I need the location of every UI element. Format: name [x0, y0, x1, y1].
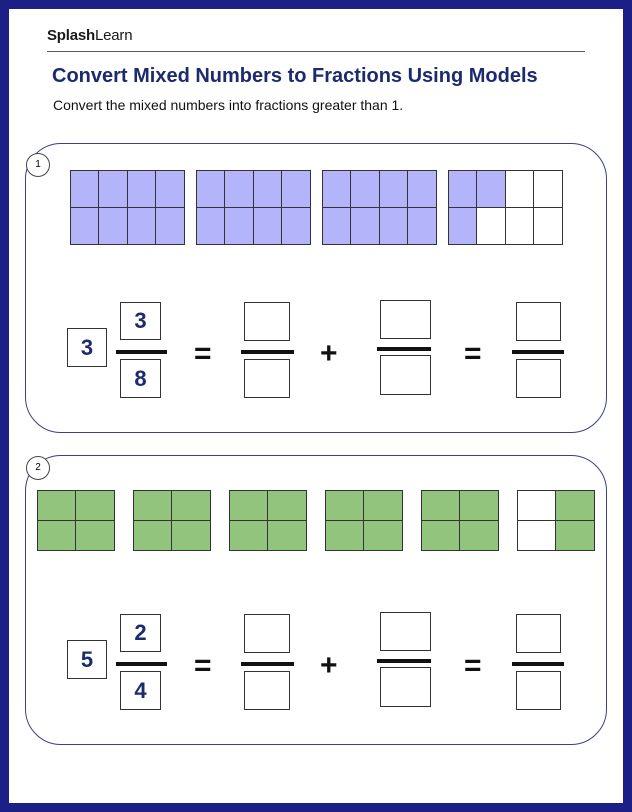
q2-answer-1-bar	[241, 662, 294, 666]
model-part-shaded	[351, 171, 379, 208]
model-part-shaded	[556, 491, 594, 521]
q1-model-whole-3	[322, 170, 437, 245]
model-part-empty	[518, 491, 556, 521]
model-part-shaded	[99, 171, 127, 208]
model-part-shaded	[268, 521, 306, 551]
model-part-shaded	[323, 171, 351, 208]
q1-plus-sign: +	[320, 337, 338, 370]
question-2-number: 2	[26, 456, 50, 480]
q2-model-whole-2	[133, 490, 211, 551]
q2-model-whole-1	[37, 490, 115, 551]
model-part-shaded	[380, 171, 408, 208]
q2-model-whole-3	[229, 490, 307, 551]
q1-numerator: 3	[120, 302, 161, 340]
model-part-shaded	[230, 521, 268, 551]
model-part-empty	[518, 521, 556, 551]
model-part-shaded	[76, 491, 114, 521]
model-part-shaded	[156, 171, 184, 208]
q2-model-partial	[517, 490, 595, 551]
model-part-shaded	[230, 491, 268, 521]
q1-model-whole-2	[196, 170, 311, 245]
model-part-shaded	[134, 521, 172, 551]
q1-answer-3-denominator[interactable]	[516, 359, 561, 398]
q2-numerator: 2	[120, 614, 161, 652]
q1-model-whole-1	[70, 170, 185, 245]
model-part-shaded	[172, 521, 210, 551]
model-part-shaded	[460, 521, 498, 551]
model-part-shaded	[323, 208, 351, 245]
q1-answer-3-numerator[interactable]	[516, 302, 561, 341]
model-part-empty	[534, 171, 562, 208]
model-part-shaded	[477, 171, 505, 208]
model-part-shaded	[282, 208, 310, 245]
q1-equals-sign-2: =	[464, 337, 482, 370]
q1-answer-2-bar	[377, 347, 431, 351]
model-part-shaded	[326, 521, 364, 551]
model-part-shaded	[38, 491, 76, 521]
q2-answer-2-bar	[377, 659, 431, 663]
q2-denominator: 4	[120, 671, 161, 710]
model-part-shaded	[326, 491, 364, 521]
model-part-shaded	[351, 208, 379, 245]
model-part-shaded	[556, 521, 594, 551]
q2-answer-3-numerator[interactable]	[516, 614, 561, 653]
model-part-shaded	[254, 171, 282, 208]
q1-answer-1-bar	[241, 350, 294, 354]
model-part-shaded	[225, 208, 253, 245]
model-part-shaded	[408, 208, 436, 245]
q2-answer-2-denominator[interactable]	[380, 667, 431, 707]
q2-model-whole-4	[325, 490, 403, 551]
q2-answer-3-bar	[512, 662, 564, 666]
model-part-shaded	[38, 521, 76, 551]
q1-answer-1-numerator[interactable]	[244, 302, 290, 341]
model-part-empty	[477, 208, 505, 245]
question-1-number: 1	[26, 153, 50, 177]
model-part-shaded	[134, 491, 172, 521]
model-part-shaded	[172, 491, 210, 521]
model-part-shaded	[460, 491, 498, 521]
model-part-empty	[506, 208, 534, 245]
model-part-shaded	[422, 521, 460, 551]
q1-whole-number: 3	[67, 328, 107, 367]
q2-equals-sign-2: =	[464, 649, 482, 682]
q2-equals-sign: =	[194, 649, 212, 682]
model-part-shaded	[156, 208, 184, 245]
splashlearn-logo: SplashLearn	[47, 27, 133, 44]
model-part-shaded	[254, 208, 282, 245]
q2-answer-2-numerator[interactable]	[380, 612, 431, 651]
model-part-shaded	[449, 208, 477, 245]
model-part-shaded	[76, 521, 114, 551]
model-part-shaded	[71, 171, 99, 208]
header-divider	[47, 51, 585, 52]
model-part-shaded	[99, 208, 127, 245]
q1-model-partial	[448, 170, 563, 245]
q2-plus-sign: +	[320, 649, 338, 682]
model-part-shaded	[225, 171, 253, 208]
q2-fraction-bar	[116, 662, 167, 666]
q1-equals-sign: =	[194, 337, 212, 370]
model-part-shaded	[408, 171, 436, 208]
model-part-shaded	[282, 171, 310, 208]
q1-answer-2-denominator[interactable]	[380, 355, 431, 395]
model-part-shaded	[364, 491, 402, 521]
model-part-shaded	[128, 208, 156, 245]
model-part-empty	[506, 171, 534, 208]
q2-whole-number: 5	[67, 640, 107, 679]
model-part-shaded	[380, 208, 408, 245]
q2-answer-3-denominator[interactable]	[516, 671, 561, 710]
model-part-shaded	[364, 521, 402, 551]
model-part-shaded	[449, 171, 477, 208]
q1-answer-3-bar	[512, 350, 564, 354]
model-part-shaded	[197, 171, 225, 208]
model-part-shaded	[268, 491, 306, 521]
model-part-shaded	[128, 171, 156, 208]
q2-model-whole-5	[421, 490, 499, 551]
q1-answer-2-numerator[interactable]	[380, 300, 431, 339]
page-title: Convert Mixed Numbers to Fractions Using Models	[52, 65, 538, 87]
model-part-shaded	[197, 208, 225, 245]
q1-fraction-bar	[116, 350, 167, 354]
q2-answer-1-numerator[interactable]	[244, 614, 290, 653]
instructions: Convert the mixed numbers into fractions greater than 1.	[53, 97, 404, 113]
model-part-empty	[534, 208, 562, 245]
worksheet-page	[9, 9, 623, 803]
model-part-shaded	[422, 491, 460, 521]
q1-answer-1-denominator[interactable]	[244, 359, 290, 398]
q1-denominator: 8	[120, 359, 161, 398]
model-part-shaded	[71, 208, 99, 245]
q2-answer-1-denominator[interactable]	[244, 671, 290, 710]
